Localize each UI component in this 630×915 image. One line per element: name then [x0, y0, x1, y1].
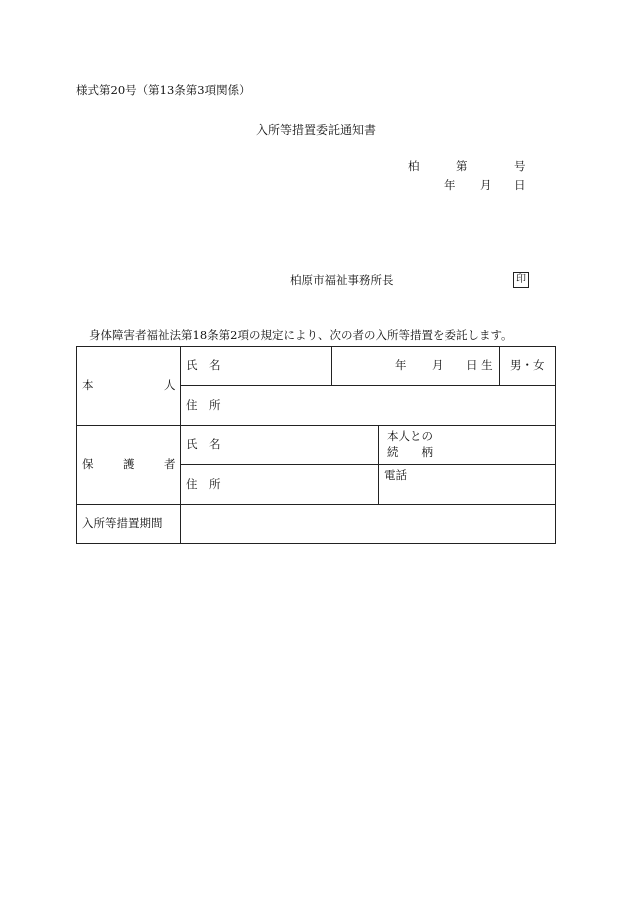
person-address-label: 住 所 — [186, 398, 221, 412]
table-rule — [378, 425, 379, 505]
person-name-label: 氏 名 — [186, 358, 221, 372]
table-border-bottom — [76, 543, 556, 544]
table-rule — [180, 346, 181, 544]
table-border-left — [76, 346, 77, 544]
date-year: 年 — [444, 178, 456, 192]
table-rule — [76, 425, 556, 426]
birth-year-label: 年 — [395, 358, 407, 372]
birth-month-label: 月 — [432, 358, 444, 372]
form-table — [76, 346, 556, 544]
person-label-b: 人 — [164, 378, 176, 392]
seal-mark: 印 — [513, 272, 529, 288]
table-rule — [331, 346, 332, 386]
guardian-name-label: 氏 名 — [186, 437, 221, 451]
phone-label: 電話 — [384, 468, 407, 482]
relation-label-line2: 続 柄 — [387, 445, 433, 459]
guardian-label-b: 護 — [123, 457, 135, 471]
table-border-top — [76, 346, 556, 347]
table-rule — [499, 346, 500, 386]
relation-label-line1: 本人との — [387, 429, 433, 443]
guardian-label-a: 保 — [82, 457, 94, 471]
period-label: 入所等措置期間 — [82, 516, 163, 530]
guardian-label-c: 者 — [164, 457, 176, 471]
date-month: 月 — [480, 178, 492, 192]
issuer-name: 柏原市福祉事務所長 — [290, 273, 394, 287]
person-name-field[interactable] — [226, 350, 326, 382]
table-rule — [180, 464, 556, 465]
table-border-right — [555, 346, 556, 544]
table-rule — [76, 504, 556, 505]
date-day: 日 — [514, 178, 526, 192]
form-number: 様式第20号（第13条第3項関係） — [76, 83, 251, 97]
number-prefix: 柏 — [408, 159, 420, 173]
person-label-a: 本 — [82, 378, 94, 392]
number-go: 号 — [514, 159, 526, 173]
birth-day-label: 日 生 — [466, 358, 493, 372]
sex-choice[interactable]: 男・女 — [510, 358, 545, 372]
statement-text: 身体障害者福祉法第18条第2項の規定により、次の者の入所等措置を委託します。 — [89, 328, 513, 342]
document-title: 入所等措置委託通知書 — [256, 123, 377, 137]
guardian-address-label: 住 所 — [186, 477, 221, 491]
number-dai: 第 — [456, 159, 468, 173]
